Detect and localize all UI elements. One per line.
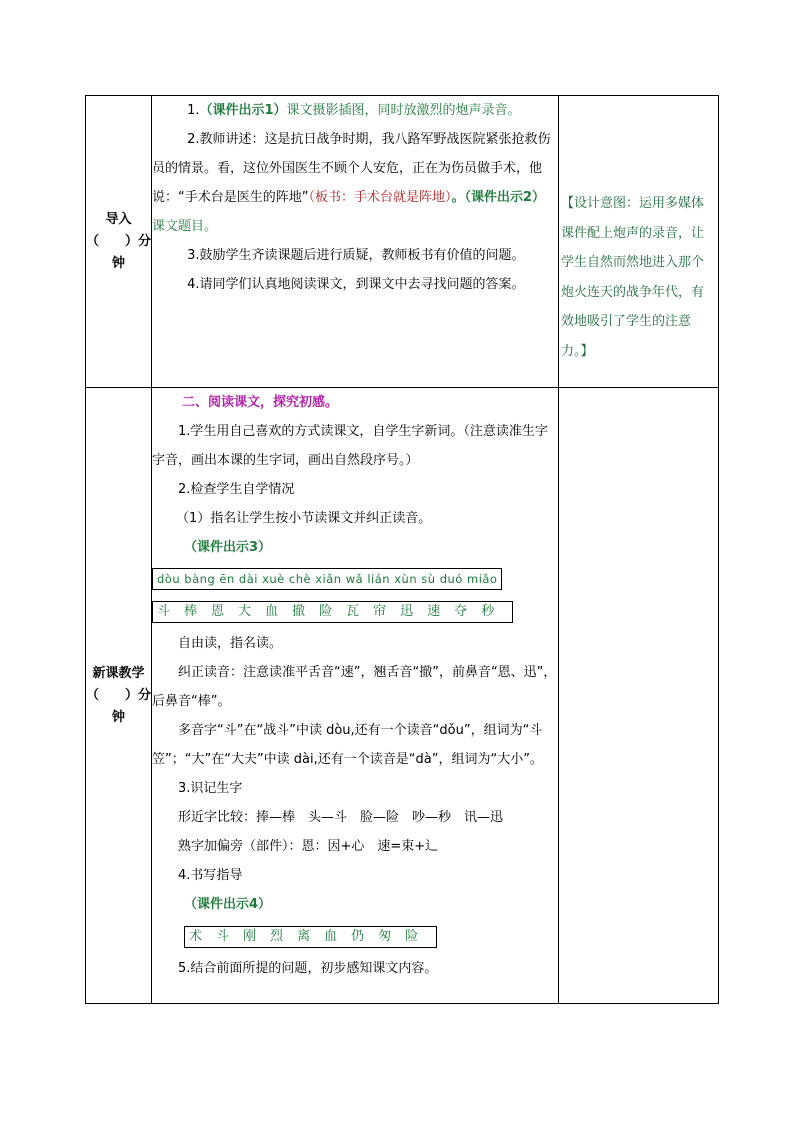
step-radicals: 熟字加偏旁（部件）：恩：因+心 速=束+辶 <box>178 839 439 854</box>
pinyin-box: dòu bàng ēn dài xuè chè xiǎn wǎ lián xùn sù duó miǎo <box>152 568 502 590</box>
write-char-6: 仍 <box>351 929 371 944</box>
write-char-0: 术 <box>189 929 209 944</box>
intro-row <box>86 96 719 388</box>
step-2-sub-1: （1）指名让学生按小节读课文并纠正读音。 <box>176 511 432 526</box>
hanzi-box <box>152 601 513 623</box>
step-read: 自由读，指名读。 <box>178 636 283 651</box>
hanzi-char-3: 大 <box>238 604 258 619</box>
courseware-tag-3: （课件出示3） <box>184 540 272 555</box>
hanzi-char-11: 夺 <box>454 604 474 619</box>
intro-step-2: 2.教师讲述：这是抗日战争时期，我八路军野战医院紧张抢救伤员的情景。看，这位外国医生不顾个人安危，正在为伤员做手术，他说：“手术台是医生的阵地”（板书：手术台就是阵地）。（课件出示2）课文题目。 <box>152 132 551 234</box>
hanzi-char-4: 血 <box>265 604 285 619</box>
hanzi-char-7: 瓦 <box>346 604 366 619</box>
intro-label-line-1: 导入 <box>105 211 132 227</box>
lesson-plan-table <box>85 95 719 1004</box>
hanzi-char-6: 险 <box>319 604 339 619</box>
new-lesson-content-cell <box>152 388 559 1004</box>
hanzi-char-8: 帘 <box>373 604 393 619</box>
step-compare: 形近字比较：捧—棒 头—斗 脸—险 吵—秒 讯—迅 <box>178 810 504 825</box>
hanzi-char-10: 速 <box>427 604 447 619</box>
intro-note-cell <box>559 96 719 388</box>
step-1: 1.学生用自己喜欢的方式读课文，自学生字新词。（注意读准生字字音，画出本课的生字词，画出自然段序号。） <box>152 424 548 468</box>
write-char-5: 血 <box>324 929 344 944</box>
write-char-3: 烈 <box>270 929 290 944</box>
new-lesson-label-line-1: 新课教学 <box>92 665 145 681</box>
hanzi-char-9: 迅 <box>400 604 420 619</box>
step-3: 3.识记生字 <box>178 781 243 796</box>
write-char-1: 斗 <box>216 929 236 944</box>
hanzi-char-2: 恩 <box>211 604 231 619</box>
write-char-4: 离 <box>297 929 317 944</box>
section-heading: 二、阅读课文，探究初感。 <box>182 395 339 410</box>
write-char-8: 险 <box>405 929 425 944</box>
new-lesson-note-cell <box>559 388 719 1004</box>
step-correct: 纠正读音：注意读准平舌音“速”，翘舌音“撤”，前鼻音“恩、迅”，后鼻音“棒”。 <box>152 665 557 709</box>
intro-content-cell <box>152 96 559 388</box>
write-box-row <box>152 922 558 951</box>
new-lesson-row <box>86 388 719 1004</box>
new-lesson-label-line-3: 钟 <box>111 709 125 725</box>
intro-label-line-2: （ ）分 <box>86 233 152 249</box>
write-char-7: 匆 <box>378 929 398 944</box>
design-intent-note: 【设计意图：运用多媒体课件配上炮声的录音，让学生自然而然地进入那个炮火连天的战争年代，有效地吸引了学生的注意力。】 <box>561 196 705 359</box>
intro-label-line-3: 钟 <box>111 255 125 271</box>
pinyin-box-row <box>152 565 558 594</box>
intro-label-cell <box>86 96 152 388</box>
courseware-tag-2: 。（课件出示2） <box>451 190 546 205</box>
write-box <box>184 926 437 948</box>
hanzi-char-0: 斗 <box>157 604 177 619</box>
write-char-2: 刚 <box>243 929 263 944</box>
hanzi-char-5: 撤 <box>292 604 312 619</box>
intro-step-3: 3.鼓励学生齐读课题后进行质疑，教师板书有价值的问题。 <box>187 248 525 263</box>
step-2: 2.检查学生自学情况 <box>178 482 295 497</box>
hanzi-char-12: 秒 <box>481 604 501 619</box>
step-4: 4.书写指导 <box>178 868 243 883</box>
board-writing: （板书：手术台就是阵地） <box>308 190 452 205</box>
intro-step-4: 4.请同学们认真地阅读课文，到课文中去寻找问题的答案。 <box>187 277 525 292</box>
hanzi-box-row <box>152 597 558 626</box>
hanzi-char-1: 棒 <box>184 604 204 619</box>
step-polyphone: 多音字“斗”在“战斗”中读 dòu,还有一个读音“dǒu”，组词为“斗笠”；“大”在“大夫”中读 dài,还有一个读音是“dà”，组词为“大小”。 <box>152 723 543 767</box>
new-lesson-label-cell <box>86 388 152 1004</box>
courseware-tag-4: （课件出示4） <box>184 897 272 912</box>
intro-step-1: 1.（课件出示1）课文摄影插图，同时放激烈的炮声录音。 <box>187 103 521 118</box>
step-5: 5.结合前面所提的问题，初步感知课文内容。 <box>178 961 438 976</box>
new-lesson-label-line-2: （ ）分 <box>86 687 152 703</box>
courseware-tag-1: （课件出示1） <box>199 103 287 118</box>
